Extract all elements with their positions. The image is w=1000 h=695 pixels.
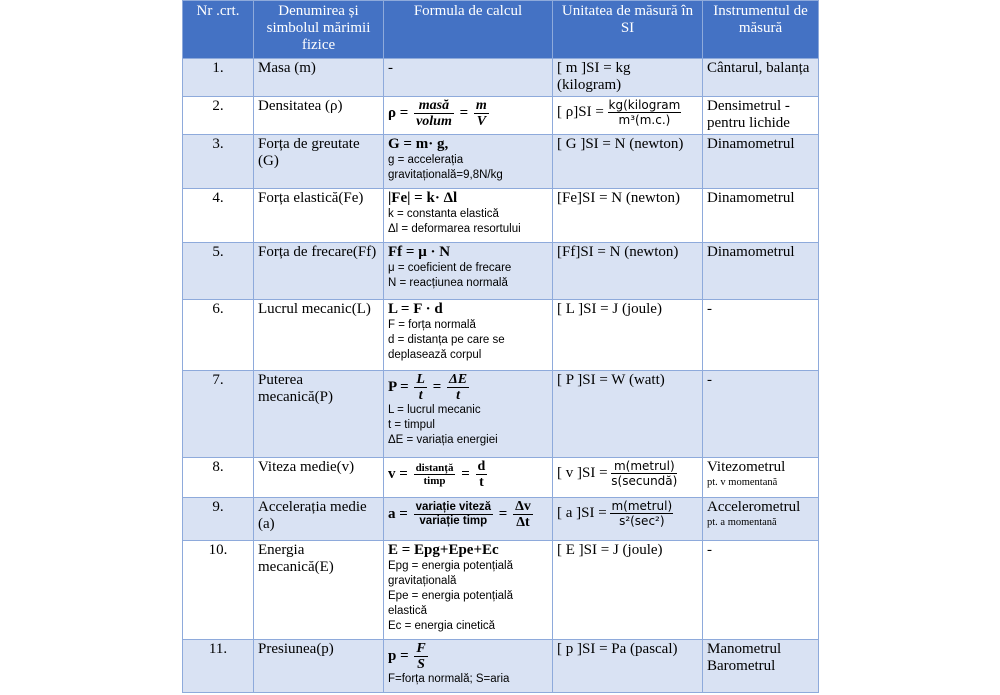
row-formula: G = m· g, g = accelerația gravitațională=9,8N/kg [384, 135, 553, 189]
table-row [183, 97, 819, 135]
physics-quantities-table [182, 0, 819, 693]
row-unit: [ a ]SI = m(metrul) s²(sec²) [553, 498, 703, 541]
row-nr: 2. [183, 97, 254, 135]
row-formula: E = Epg+Epe+Ec Epg = energia potențială gravitațională Epe = energia potențială elastică Ec = energia cinetică [384, 541, 553, 640]
row-unit: [ L ]SI = J (joule) [553, 300, 703, 371]
row-nr: 3. [183, 135, 254, 189]
row-nr: 4. [183, 189, 254, 243]
row-unit: [ ρ]SI = kg(kilogram m³(m.c.) [553, 97, 703, 135]
formula-lhs: ρ = [388, 104, 409, 121]
row-instrument: Vitezometrul pt. v momentană [703, 458, 819, 498]
row-name: Accelerația medie (a) [254, 498, 384, 541]
row-unit: [ v ]SI = m(metrul) s(secundă) [553, 458, 703, 498]
row-instrument: Dinamometrul [703, 243, 819, 300]
row-instrument: Cântarul, balanța [703, 59, 819, 97]
row-formula: L = F · d F = forța normală d = distanța pe care se deplasează corpul [384, 300, 553, 371]
table-row [183, 243, 819, 300]
table-row [183, 541, 819, 640]
row-instrument: Manometrul Barometrul [703, 640, 819, 693]
row-unit: [ E ]SI = J (joule) [553, 541, 703, 640]
table-row [183, 371, 819, 458]
header-formula: Formula de calcul [384, 1, 553, 59]
row-name: Forța de frecare(Ff) [254, 243, 384, 300]
row-name: Forța elastică(Fe) [254, 189, 384, 243]
formula-fraction: $\frac{\Delta E}{t}$ [449, 372, 468, 403]
row-unit: [ m ]SI = kg (kilogram) [553, 59, 703, 97]
row-name: Densitatea (ρ) [254, 97, 384, 135]
row-instrument: Dinamometrul [703, 189, 819, 243]
row-instrument: Densimetrul - pentru lichide [703, 97, 819, 135]
row-formula: a = $\frac{\text{variație viteză}}{\text{variație timp}}$ = $\frac{\Delta v}{\Delta t}$ [384, 498, 553, 541]
row-nr: 9. [183, 498, 254, 541]
row-unit: [ P ]SI = W (watt) [553, 371, 703, 458]
row-formula: |Fe| = k· Δl k = constanta elastică Δl = deformarea resortului [384, 189, 553, 243]
row-nr: 11. [183, 640, 254, 693]
row-unit: [Fe]SI = N (newton) [553, 189, 703, 243]
row-instrument: Accelerometrul pt. a momentană [703, 498, 819, 541]
header-nr: Nr .crt. [183, 1, 254, 59]
row-unit: [Ff]SI = N (newton) [553, 243, 703, 300]
unit-fraction: kg(kilogram m³(m.c.) [608, 98, 681, 127]
row-instrument: - [703, 300, 819, 371]
row-name: Viteza medie(v) [254, 458, 384, 498]
row-name: Forța de greutate (G) [254, 135, 384, 189]
formula-fraction: $\frac{L}{t}$ [416, 372, 425, 403]
formula-fraction: $\frac{\text{variație viteză}}{\text{variație timp}}$ [415, 501, 491, 527]
table-row [183, 59, 819, 97]
row-nr: 5. [183, 243, 254, 300]
row-name: Masa (m) [254, 59, 384, 97]
row-instrument: - [703, 371, 819, 458]
row-nr: 8. [183, 458, 254, 498]
row-name: Lucrul mecanic(L) [254, 300, 384, 371]
table-row [183, 498, 819, 541]
row-formula: p = $\frac{F}{S}$ F=forța normală; S=aria [384, 640, 553, 693]
row-nr: 10. [183, 541, 254, 640]
row-formula: P = $\frac{L}{t}$ = $\frac{\Delta E}{t}$ L = lucrul mecanic t = timpul ΔE = variația energiei [384, 371, 553, 458]
table-row [183, 135, 819, 189]
row-nr: 1. [183, 59, 254, 97]
formula-fraction: $\frac{\text{masă}}{\text{volum}}$ [416, 98, 452, 129]
row-name: Energia mecanică(E) [254, 541, 384, 640]
row-instrument: Dinamometrul [703, 135, 819, 189]
formula-fraction: $\frac{\text{distanță}}{\text{timp}}$ [415, 462, 454, 487]
header-unit: Unitatea de măsură în SI [553, 1, 703, 59]
row-formula: ρ = $\frac{\text{masă}}{\text{volum}}$ = $\frac{m}{V}$ [384, 97, 553, 135]
row-unit: [ p ]SI = Pa (pascal) [553, 640, 703, 693]
formula-fraction: $\frac{F}{S}$ [416, 641, 426, 672]
table-row [183, 189, 819, 243]
row-nr: 7. [183, 371, 254, 458]
row-nr: 6. [183, 300, 254, 371]
table-row [183, 458, 819, 498]
row-name: Puterea mecanică(P) [254, 371, 384, 458]
formula-fraction: $\frac{m}{V}$ [475, 98, 487, 129]
row-unit: [ G ]SI = N (newton) [553, 135, 703, 189]
unit-fraction: m(metrul) s²(sec²) [611, 499, 673, 528]
table-row [183, 640, 819, 693]
row-formula: v = $\frac{\text{distanță}}{\text{timp}}$ = $\frac{d}{t}$ [384, 458, 553, 498]
formula-fraction: $\frac{d}{t}$ [477, 459, 486, 490]
unit-fraction: m(metrul) s(secundă) [611, 459, 678, 488]
row-formula: Ff = μ · N μ = coeficient de frecare N = reacțiunea normală [384, 243, 553, 300]
row-instrument: - [703, 541, 819, 640]
header-name: Denumirea și simbolul mărimii fizice [254, 1, 384, 59]
row-formula: - [384, 59, 553, 97]
row-name: Presiunea(p) [254, 640, 384, 693]
formula-fraction: $\frac{\Delta v}{\Delta t}$ [515, 499, 531, 530]
table-row [183, 300, 819, 371]
header-instrument: Instrumentul de măsură [703, 1, 819, 59]
